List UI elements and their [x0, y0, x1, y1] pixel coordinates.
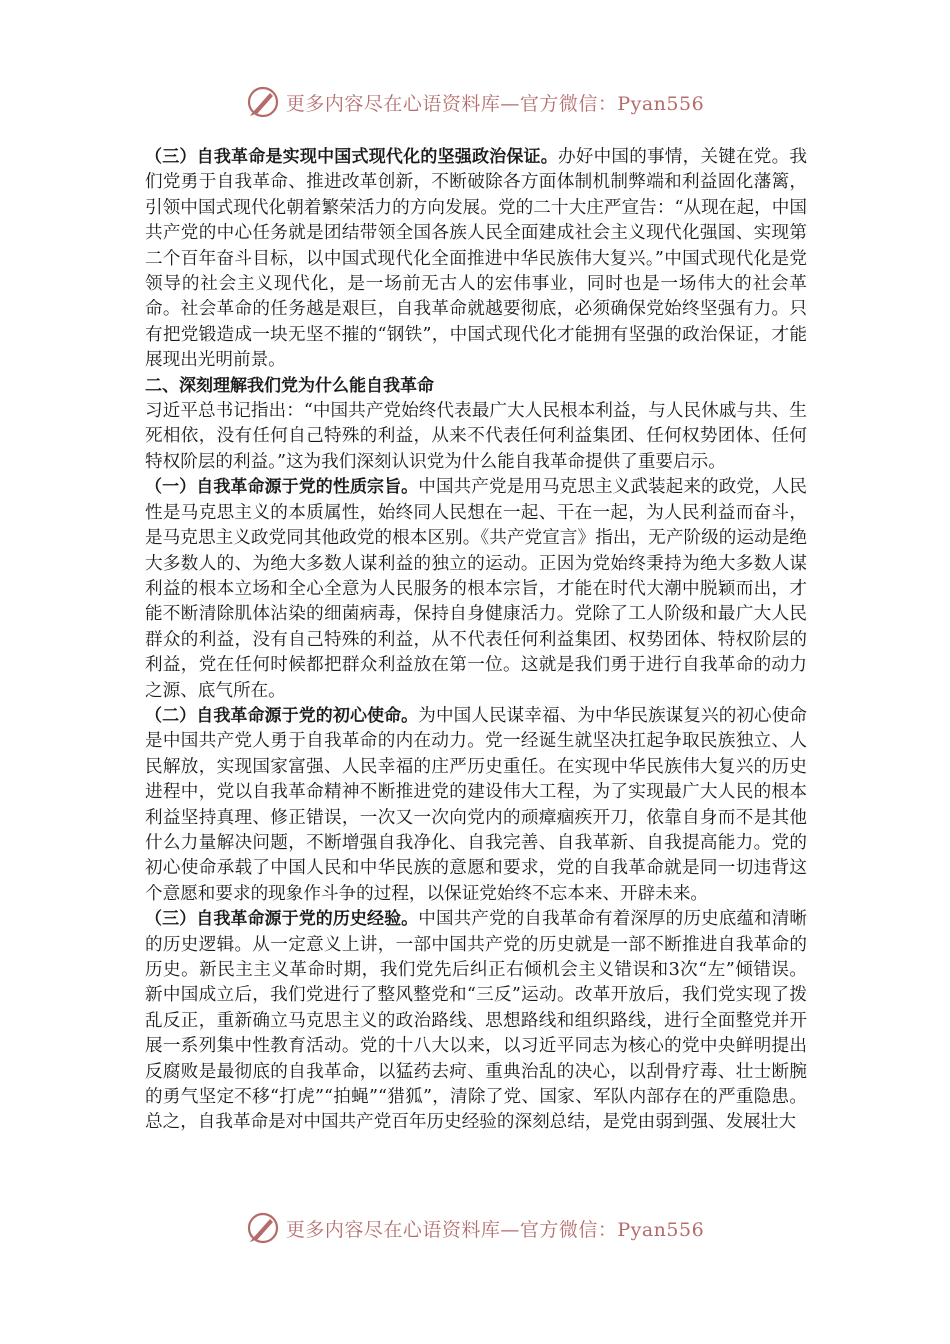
- paragraph-text: 中国共产党的自我革命有着深厚的历史底蕴和清晰的历史逻辑。从一定意义上讲，一部中国共产党的历史就是一部不断推进自我革命的历史。新民主主义革命时期，我们党先后纠正右倾机会主义错误和3次“左”倾错误。新中国成立后，我们党进行了整风整党和“三反”运动。改革开放后，我们党实现了拨乱反正，重新确立马克思主义的政治路线、思想路线和组织路线，进行全面整党并开展一系列集中性教育活动。党的十八大以来，以习近平同志为核心的党中央鲜明提出反腐败是最彻底的自我革命，以猛药去疴、重典治乱的决心，以刮骨疗毒、壮士断腕的勇气坚定不移“打虎”“拍蝇”“猎狐”，清除了党、国家、军队内部存在的严重隐患。总之，自我革命是对中国共产党百年历史经验的深刻总结，是党由弱到强、发展壮大: [145, 909, 807, 1133]
- paragraph-heading: （二）自我革命源于党的初心使命。: [145, 705, 419, 726]
- paragraph: [145, 475, 807, 704]
- paragraph-heading: （一）自我革命源于党的性质宗旨。: [145, 477, 419, 498]
- paragraph: [145, 704, 807, 907]
- paragraph-text: 中国共产党是用马克思主义武装起来的政党，人民性是马克思主义的本质属性，始终同人民想在一起、干在一起，为人民利益而奋斗，是马克思主义政党同其他政党的根本区别。《共产党宣言》指出，无产阶级的运动是绝大多数人的、为绝大多数人谋利益的独立的运动。正因为党始终秉持为绝大多数人谋利益的根本立场和全心全意为人民服务的根本宗旨，才能在时代大潮中脱颖而出，才能不断清除肌体沾染的细菌病毒，保持自身健康活力。党除了工人阶级和最广大人民群众的利益，没有自己特殊的利益，从不代表任何利益集团、权势团体、特权阶层的利益，党在任何时候都把群众利益放在第一位。这就是我们勇于进行自我革命的动力之源、底气所在。: [145, 477, 807, 701]
- paragraph-text: 习近平总书记指出：“中国共产党始终代表最广大人民根本利益，与人民休戚与共、生死相依，没有任何自己特殊的利益，从来不代表任何利益集团、任何权势团体、任何特权阶层的利益。”这为我们深刻认识党为什么能自我革命提供了重要启示。: [145, 401, 807, 472]
- paragraph-heading: （三）自我革命是实现中国式现代化的坚强政治保证。: [145, 147, 558, 167]
- watermark-banner-top: [0, 82, 950, 122]
- paragraph: [145, 145, 807, 374]
- paragraph: [145, 907, 807, 1136]
- paragraph-text: 为中国人民谋幸福、为中华民族谋复兴的初心使命是中国共产党人勇于自我革命的内在动力。党一经诞生就坚决扛起争取民族独立、人民解放，实现国家富强、人民幸福的庄严历史重任。在实现中华民族伟大复兴的历史进程中，党以自我革命精神不断推进党的建设伟大工程，为了实现最广大人民的根本利益坚持真理、修正错误，一次又一次向党内的顽瘴痼疾开刀，依靠自身而不是其他什么力量解决问题，不断增强自我净化、自我完善、自我革新、自我提高能力。党的初心使命承载了中国人民和中华民族的意愿和要求，党的自我革命就是同一切违背这个意愿和要求的现象作斗争的过程，以保证党始终不忘本来、开辟未来。: [145, 705, 807, 904]
- brush-logo-icon: [246, 85, 280, 119]
- paragraph-text: 办好中国的事情，关键在党。我们党勇于自我革命、推进改革创新，不断破除各方面体制机制弊端和利益固化藩篱，引领中国式现代化朝着繁荣活力的方向发展。党的二十大庄严宣告：“从现在起，中国共产党的中心任务就是团结带领全国各族人民全面建成社会主义现代化强国、实现第二个百年奋斗目标，以中国式现代化全面推进中华民族伟大复兴。”中国式现代化是党领导的社会主义现代化，是一场前无古人的宏伟事业，同时也是一场伟大的社会革命。社会革命的任务越是艰巨，自我革命就越要彻底，必须确保党始终坚强有力。只有把党锻造成一块无坚不摧的“钢铁”，中国式现代化才能拥有坚强的政治保证，才能展现出光明前景。: [145, 147, 807, 371]
- brush-logo-icon: [246, 1211, 280, 1245]
- watermark-banner-bottom: [0, 1208, 950, 1248]
- document-body: [145, 145, 807, 1136]
- paragraph: [145, 399, 807, 475]
- watermark-text: 更多内容尽在心语资料库—官方微信：Pyan556: [285, 92, 705, 115]
- section-title: 二、深刻理解我们党为什么能自我革命: [145, 375, 434, 396]
- paragraph-heading: （三）自我革命源于党的历史经验。: [145, 909, 419, 930]
- watermark-text: 更多内容尽在心语资料库—官方微信：Pyan556: [285, 1218, 705, 1241]
